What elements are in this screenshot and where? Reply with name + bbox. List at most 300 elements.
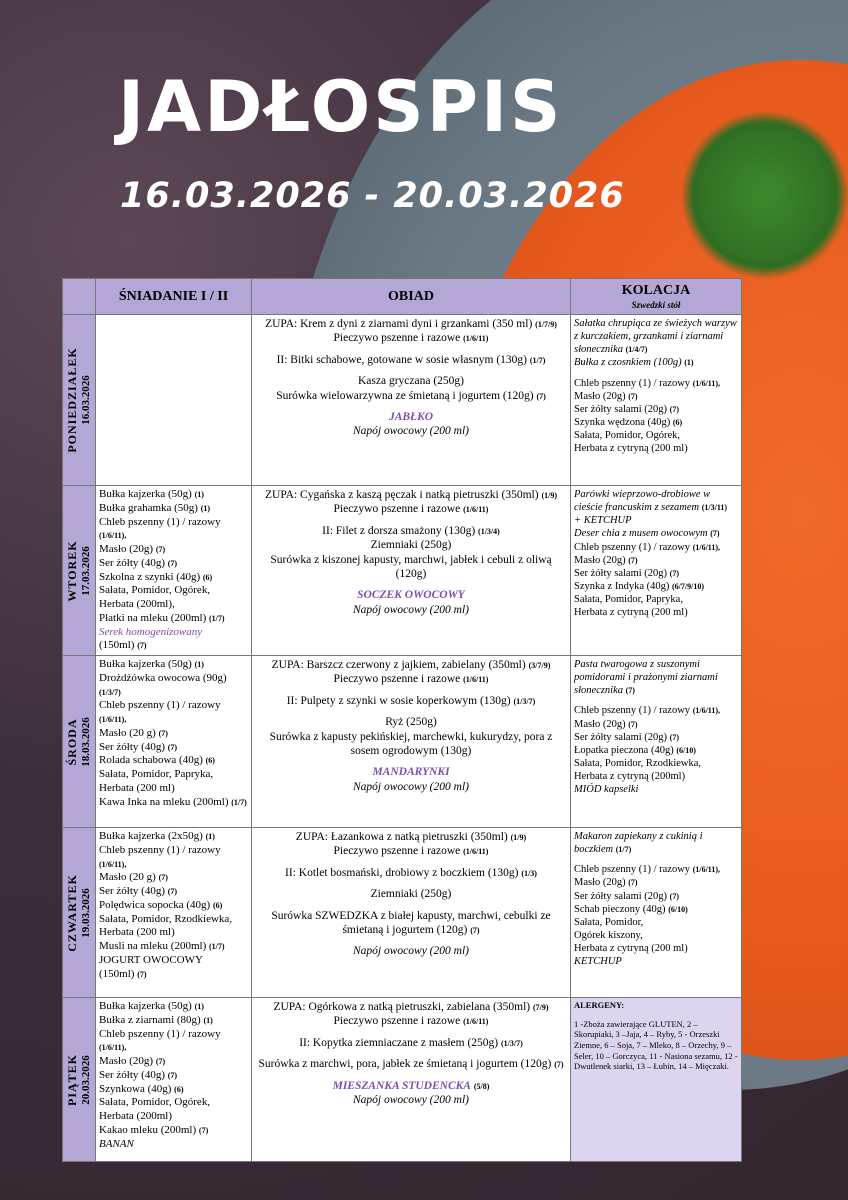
- allergen-code: (7): [628, 391, 638, 401]
- header-lunch: OBIAD: [252, 279, 571, 315]
- allergen-code: (3/7/9): [528, 661, 551, 670]
- menu-item: [574, 704, 738, 717]
- menu-item-text: Bułka grahamka (50g): [99, 501, 198, 514]
- day-row: [63, 486, 742, 656]
- menu-item-text: Szkolna z szynki (40g): [99, 570, 201, 583]
- menu-item: [255, 410, 567, 424]
- menu-item-text: Masło (20g): [99, 543, 154, 555]
- menu-item-text: Masło (20g): [574, 718, 626, 730]
- allergen-code: (1/7): [231, 797, 247, 807]
- menu-item-text: Bułka z czosnkiem (100g): [574, 357, 682, 369]
- day-name: WTOREK: [64, 539, 79, 602]
- menu-item-text: SOCZEK OWOCOWY: [357, 589, 465, 602]
- breakfast-cell: [96, 656, 252, 828]
- allergens-title: ALERGENY:: [574, 1000, 625, 1010]
- day-date: 20.03.2026: [79, 1054, 92, 1105]
- menu-item-text: Pieczywo pszenne i razowe: [333, 673, 461, 686]
- day-label-cell: [63, 998, 96, 1162]
- menu-item: [99, 584, 248, 598]
- menu-item: [574, 390, 738, 403]
- allergen-code: (7): [470, 925, 480, 935]
- allergen-code: (7): [167, 558, 178, 568]
- day-date: 16.03.2026: [79, 375, 92, 425]
- menu-item: [99, 913, 248, 927]
- lunch-cell: [252, 486, 571, 656]
- menu-item-text: Sałata, Pomidor, Ogórek,: [574, 430, 681, 441]
- menu-item-text: Sałata, Pomidor,: [574, 916, 644, 928]
- menu-item: [255, 780, 567, 794]
- menu-item-text: II: Kotlet bosmański, drobiowy z boczkiem (130g): [285, 866, 519, 879]
- menu-item-text: MANDARYNKI: [372, 766, 450, 779]
- allergen-code: (1): [194, 660, 204, 669]
- lunch-cell: [252, 315, 571, 486]
- menu-item-text: Surówka z marchwi, pora, jabłek ze śmietaną i jogurtem (120g): [258, 1058, 552, 1071]
- allergen-code: (1/7): [208, 613, 225, 623]
- menu-item-text: Kawa Inka na mleku (200ml): [99, 795, 229, 808]
- menu-item-text: (150ml): [99, 639, 135, 652]
- menu-item: [99, 926, 248, 940]
- menu-item: [255, 317, 567, 331]
- menu-item-text: II: Pulpety z szynki w sosie koperkowym (130g): [286, 694, 511, 707]
- menu-item-text: Ser żółty (40g): [99, 740, 165, 753]
- header-row: [63, 279, 742, 315]
- menu-item-text: Herbata z cytryną (200 ml): [574, 607, 688, 619]
- menu-item-text: Chleb pszenny (1) / razowy: [99, 1027, 221, 1040]
- menu-item-text: Serek homogenizowany: [99, 625, 203, 638]
- menu-item-text: Parówki wieprzowo-drobiowe w cieście francuskim z sezamem: [574, 489, 711, 514]
- menu-item-text: Napój owocowy (200 ml): [353, 945, 469, 958]
- dinner-cell: [571, 828, 742, 998]
- menu-item: [99, 1138, 248, 1152]
- menu-item: [574, 783, 738, 796]
- breakfast-cell: [96, 315, 252, 486]
- menu-item: [574, 876, 738, 889]
- menu-item-text: Ser żółty (40g): [99, 885, 165, 897]
- allergen-code: (1/6/11),: [692, 865, 721, 875]
- header-dinner-sub: Szwedzki stół: [631, 299, 681, 310]
- menu-item-text: Szynka wędzona (40g): [574, 416, 671, 428]
- menu-item-text: Musli na mleku (200ml): [99, 940, 207, 952]
- menu-item: [99, 516, 248, 544]
- allergen-code: (1/6/11),: [692, 542, 721, 552]
- day-row: [63, 998, 742, 1162]
- header-breakfast: ŚNIADANIE I / II: [96, 279, 252, 315]
- menu-item-text: Chleb pszenny (1) / razowy: [574, 541, 691, 553]
- menu-item-text: Bułka kajzerka (50g): [99, 488, 192, 500]
- menu-item: [574, 567, 738, 580]
- menu-item-text: Rolada schabowa (40g): [99, 754, 203, 767]
- menu-item-text: Masło (20 g): [99, 871, 156, 884]
- menu-item: [99, 727, 248, 741]
- allergen-code: (7): [167, 887, 178, 896]
- menu-item-text: Schab pieczony (40g): [574, 903, 666, 915]
- allergen-code: (1): [194, 1002, 204, 1011]
- menu-item-text: Pieczywo pszenne i razowe: [333, 503, 461, 516]
- menu-item: [99, 639, 248, 653]
- menu-item-text: Płatki na mleku (200ml): [99, 611, 207, 624]
- menu-item-text: Herbata z cytryną (200 ml): [574, 943, 688, 954]
- menu-item: [255, 672, 567, 686]
- menu-item: [255, 331, 567, 345]
- allergen-code: (6): [174, 1084, 184, 1094]
- menu-item-text: Chleb pszenny (1) / razowy: [99, 515, 221, 528]
- menu-item: [574, 863, 738, 876]
- menu-item-text: ZUPA: Ogórkowa z natką pietruszki, zabielana (350ml): [273, 1001, 531, 1013]
- menu-item-text: Drożdżówka owocowa (90g): [99, 671, 227, 684]
- menu-item-text: Ryż (250g): [385, 716, 437, 729]
- menu-item-text: JOGURT OWOCOWY: [99, 953, 203, 966]
- menu-item: [574, 770, 738, 783]
- menu-item-text: Sałatka chrupiąca ze świeżych warzyw z kurczakiem, grzankami i ziarnami słonecznika: [574, 318, 737, 356]
- menu-item: [255, 658, 567, 672]
- allergen-code: (1/6/11),: [692, 378, 721, 388]
- menu-item-text: ZUPA: Krem z dyni z ziarnami dyni i grzankami (350 ml): [265, 318, 533, 330]
- menu-item: [99, 672, 248, 700]
- lunch-cell: [252, 656, 571, 828]
- allergen-code: (7): [155, 545, 166, 554]
- menu-item-text: II: Kopytka ziemniaczane z masłem (250g): [299, 1036, 499, 1049]
- menu-item: [255, 524, 567, 538]
- allergen-code: (1): [684, 358, 694, 368]
- menu-item-text: Makaron zapiekany z cukinią i boczkiem: [574, 831, 703, 856]
- menu-item: [99, 844, 248, 872]
- breakfast-cell: [96, 486, 252, 656]
- menu-item: [99, 1110, 248, 1124]
- menu-item-text: Ziemniaki (250g): [370, 888, 452, 901]
- menu-item-text: Masło (20g): [574, 877, 626, 889]
- menu-item: [99, 1069, 248, 1083]
- menu-item-text: Bułka kajzerka (2x50g): [99, 830, 203, 842]
- day-row: [63, 656, 742, 828]
- menu-item: [255, 694, 567, 708]
- menu-item-text: ZUPA: Cygańska z kaszą pęczak i natką pietruszki (350ml): [264, 489, 539, 501]
- day-label-cell: [63, 315, 96, 486]
- menu-table: [62, 278, 742, 1162]
- menu-item: [99, 626, 248, 640]
- menu-item-text: MIESZANKA STUDENCKA: [332, 1079, 471, 1092]
- menu-item: [574, 580, 738, 593]
- allergen-code: (7/9): [532, 1003, 549, 1012]
- menu-item-text: Bułka kajzerka (50g): [99, 658, 192, 670]
- date-range: 16.03.2026 - 20.03.2026: [120, 176, 625, 216]
- menu-item-text: Pieczywo pszenne i razowe: [333, 845, 461, 858]
- menu-item: [255, 1079, 567, 1093]
- menu-item: [574, 541, 738, 554]
- allergen-code: (7): [137, 969, 147, 979]
- header-dinner-label: KOLACJA: [621, 283, 691, 299]
- menu-item-text: Ziemniaki (250g): [370, 539, 452, 552]
- allergen-code: (1/7): [529, 355, 546, 365]
- allergen-code: (7): [158, 873, 168, 883]
- menu-item-text: Ser żółty salami (20g): [574, 890, 668, 902]
- menu-item: [255, 844, 567, 858]
- allergen-code: (1): [200, 503, 211, 513]
- menu-item: [255, 389, 567, 403]
- menu-item: [255, 715, 567, 729]
- allergen-code: (1/4/7): [625, 345, 648, 355]
- menu-item-text: Chleb pszenny (1) / razowy: [574, 864, 691, 876]
- allergen-code: (1/7/9): [535, 320, 557, 329]
- allergen-code: (7): [669, 732, 679, 742]
- menu-item-text: Sałata, Pomidor, Papryka,: [574, 594, 683, 605]
- menu-item: [255, 553, 567, 582]
- day-name: PIĄTEK: [64, 1053, 79, 1106]
- day-date: 18.03.2026: [79, 716, 92, 767]
- menu-item: [574, 903, 738, 916]
- menu-item-text: II: Bitki schabowe, gotowane w sosie własnym (130g): [276, 353, 527, 366]
- herb-garnish-image: [680, 110, 848, 280]
- menu-item: [99, 871, 248, 885]
- menu-item-text: Sałata, Pomidor, Ogórek,: [99, 1096, 211, 1109]
- menu-item: [255, 353, 567, 367]
- menu-item-text: Herbata (200 ml): [99, 781, 175, 794]
- menu-item: [99, 768, 248, 782]
- menu-item: [99, 940, 248, 954]
- allergen-code: (7): [628, 555, 638, 565]
- menu-item: [574, 658, 738, 697]
- page-title: JADŁOSPIS: [118, 66, 564, 148]
- menu-item-text: Herbata z cytryną (200ml): [574, 771, 686, 782]
- allergen-code: (1/9): [510, 833, 527, 842]
- menu-item-text: Chleb pszenny (1) / razowy: [574, 377, 691, 389]
- menu-item-text: Pasta twarogowa z suszonymi pomidorami i prażonymi ziarnami słonecznika: [574, 659, 718, 697]
- menu-item-text: Chleb pszenny (1) / razowy: [99, 843, 221, 856]
- menu-item: [255, 538, 567, 552]
- lunch-cell: [252, 998, 571, 1162]
- menu-item: [574, 554, 738, 567]
- menu-item-text: Ogórek kiszony,: [574, 929, 643, 941]
- menu-item: [574, 718, 738, 731]
- menu-item: [255, 887, 567, 901]
- menu-item-text: Napój owocowy (200 ml): [353, 425, 469, 438]
- menu-item: [574, 403, 738, 416]
- day-name: CZWARTEK: [64, 873, 79, 952]
- menu-item-text: Surówka z kapusty pekińskiej, marchewki, kukurydzy, pora z sosem ogrodowym (130g): [269, 730, 553, 757]
- menu-item-text: Herbata (200ml): [99, 1110, 172, 1122]
- allergen-code: (1): [205, 832, 215, 841]
- menu-item: [99, 899, 248, 913]
- day-row: [63, 828, 742, 998]
- menu-item: [255, 1057, 567, 1071]
- menu-item: [255, 424, 567, 438]
- menu-item-text: Pieczywo pszenne i razowe: [333, 1015, 461, 1028]
- menu-item: [99, 885, 248, 899]
- menu-item-text: Szynka z Indyka (40g): [574, 580, 670, 592]
- allergen-code: (7): [669, 568, 679, 578]
- allergen-code: (1/6/11): [463, 847, 489, 857]
- allergen-code: (1/6/11),: [692, 706, 721, 716]
- menu-item: [255, 488, 567, 502]
- menu-item-text: Łopatka pieczona (40g): [574, 744, 674, 756]
- allergen-code: (7): [669, 891, 679, 901]
- menu-item-text: Kasza gryczana (250g): [358, 375, 464, 388]
- menu-item: [255, 502, 567, 516]
- allergen-code: (1/3/7): [99, 687, 121, 697]
- header-dinner: [571, 279, 742, 315]
- menu-item: [574, 593, 738, 606]
- allergen-code: (1/3/7): [513, 696, 536, 706]
- allergen-code: (6/10): [668, 904, 688, 914]
- menu-item: [574, 744, 738, 757]
- menu-item: [574, 442, 738, 455]
- allergen-code: (1/6/11),: [99, 1043, 127, 1053]
- allergen-code: (1/7): [615, 845, 632, 855]
- allergen-code: (7): [155, 1057, 166, 1066]
- menu-item: [255, 603, 567, 617]
- menu-item: [99, 1028, 248, 1056]
- allergen-code: (6/7/9/10): [671, 581, 704, 591]
- menu-item: [99, 488, 248, 502]
- menu-item-text: + KETCHUP: [574, 515, 632, 527]
- menu-item: [99, 754, 248, 768]
- menu-item: [255, 730, 567, 759]
- allergen-code: (6): [212, 900, 223, 910]
- allergen-code: (1/3/7): [501, 1038, 523, 1048]
- menu-item-text: Napój owocowy (200 ml): [353, 1093, 469, 1106]
- menu-item: [255, 588, 567, 602]
- menu-item: [99, 1083, 248, 1097]
- menu-item-text: Ser żółty (40g): [99, 1068, 165, 1081]
- menu-item-text: Sałata, Pomidor, Papryka,: [99, 768, 214, 780]
- allergen-code: (1/6/11): [463, 505, 489, 515]
- menu-item-text: Ser żółty salami (20g): [574, 731, 668, 743]
- dinner-cell: [571, 486, 742, 656]
- menu-item-text: Sałata, Pomidor, Rzodkiewka,: [99, 912, 233, 925]
- menu-item: [99, 612, 248, 626]
- allergens-text: 1 -Zboża zawierające GLUTEN, 2 – Skorupiaki, 3 –Jaja, 4 – Ryby, 5 - Orzeszki Ziemne, 6 – Soja, 7 – Mleko, 8 – Orzechy, 9 – Seler, 10 – Gorczyca, 11 - Nasiona sezamu, 12 - Dwutlenek siarki, 13 – Łubin, 14 – Mięczaki.: [574, 1018, 738, 1072]
- menu-item-text: Ser żółty salami (20g): [574, 567, 668, 579]
- menu-item-text: JABŁKO: [388, 410, 434, 423]
- menu-item: [99, 571, 248, 585]
- menu-item: [255, 1000, 567, 1014]
- menu-item: [99, 699, 248, 727]
- dinner-cell: [571, 656, 742, 828]
- allergen-code: (1/3): [521, 868, 537, 878]
- day-date: 17.03.2026: [79, 545, 92, 596]
- menu-item: [574, 527, 738, 540]
- menu-item: [99, 782, 248, 796]
- menu-item-text: (150ml): [99, 967, 135, 980]
- menu-item: [99, 796, 248, 810]
- menu-item-text: Kakao mleku (200ml): [99, 1123, 197, 1136]
- allergen-code: (7): [167, 1070, 178, 1080]
- menu-item: [574, 942, 738, 955]
- menu-item: [99, 502, 248, 516]
- allergen-code: (7): [198, 1125, 209, 1135]
- menu-item-text: Ser żółty (40g): [99, 556, 165, 569]
- menu-item: [255, 830, 567, 844]
- allergen-code: (7): [158, 728, 168, 738]
- menu-item: [99, 741, 248, 755]
- menu-item-text: ZUPA: Łazankowa z natką pietruszki (350ml): [295, 831, 508, 843]
- menu-item: [255, 1036, 567, 1050]
- corner-cell: [63, 279, 96, 315]
- menu-item: [255, 1014, 567, 1028]
- menu-item-text: Sałata, Pomidor, Ogórek,: [99, 584, 211, 597]
- day-name: ŚRODA: [64, 718, 79, 766]
- allergen-code: (6): [672, 417, 683, 427]
- menu-item: [574, 514, 738, 527]
- menu-item-text: Surówka SZWEDZKA z białej kapusty, marchwi, cebulki ze śmietaną i jogurtem (120g): [271, 909, 551, 936]
- menu-item: [574, 429, 738, 442]
- menu-item: [574, 606, 738, 619]
- day-row: [63, 315, 742, 486]
- menu-item-text: Herbata z cytryną (200 ml): [574, 443, 688, 455]
- menu-item: [574, 916, 738, 929]
- menu-item-text: BANAN: [99, 1137, 134, 1150]
- menu-item-text: Napój owocowy (200 ml): [353, 603, 469, 616]
- dinner-cell: [571, 315, 742, 486]
- menu-item-text: Sałata, Pomidor, Rzodkiewka,: [574, 757, 702, 769]
- menu-item-text: Chleb pszenny (1) / razowy: [99, 699, 221, 712]
- menu-item: [255, 765, 567, 779]
- menu-item-text: Szynkowa (40g): [99, 1082, 172, 1095]
- allergen-code: (1/6/11),: [99, 531, 127, 541]
- menu-item-text: Ser żółty salami (20g): [574, 403, 668, 415]
- menu-item: [99, 543, 248, 557]
- menu-item: [99, 1055, 248, 1069]
- menu-item: [255, 866, 567, 880]
- menu-item-text: Surówka z kiszonej kapusty, marchwi, jabłek i cebuli z oliwą (120g): [270, 553, 552, 580]
- allergen-code: (7): [628, 719, 638, 729]
- menu-item: [574, 929, 738, 942]
- allergen-code: (1/6/11),: [99, 715, 127, 724]
- day-name: PONIEDZIAŁEK: [64, 347, 79, 453]
- allergen-code: (1): [203, 1015, 213, 1025]
- allergens-cell: [571, 998, 742, 1162]
- menu-item: [574, 757, 738, 770]
- menu-item-text: II: Filet z dorsza smażony (130g): [322, 524, 476, 537]
- allergen-code: (7): [669, 404, 679, 414]
- menu-item: [574, 955, 738, 968]
- allergen-code: (7): [628, 878, 638, 888]
- allergen-code: (6): [205, 756, 215, 766]
- menu-item: [255, 374, 567, 388]
- allergen-code: (7): [137, 641, 147, 651]
- day-label-cell: [63, 486, 96, 656]
- menu-item: [99, 1014, 248, 1028]
- menu-item: [574, 890, 738, 903]
- menu-item: [99, 1096, 248, 1110]
- lunch-cell: [252, 828, 571, 998]
- day-date: 19.03.2026: [79, 887, 92, 938]
- menu-item-text: ZUPA: Barszcz czerwony z jajkiem, zabielany (350ml): [271, 659, 526, 671]
- allergen-code: (1/7): [209, 942, 225, 951]
- allergen-code: (1/6/11): [463, 675, 489, 685]
- allergen-code: (1/6/11): [463, 334, 489, 344]
- menu-item-text: Surówka wielowarzywna ze śmietaną i jogurtem (120g): [276, 389, 534, 402]
- menu-item-text: Masło (20g): [574, 554, 626, 566]
- menu-item-text: Bułka z ziarnami (80g): [99, 1013, 201, 1026]
- allergen-code: (7): [167, 742, 178, 752]
- menu-item-text: Herbata (200 ml): [99, 926, 175, 939]
- allergen-code: (1): [194, 490, 204, 499]
- allergen-code: (5/8): [473, 1081, 490, 1091]
- menu-item: [99, 1000, 248, 1014]
- menu-item-text: Masło (20g): [99, 1055, 154, 1067]
- allergen-code: (7): [554, 1060, 564, 1070]
- allergen-code: (1/3/11): [701, 503, 728, 513]
- menu-item: [99, 968, 248, 982]
- menu-item-text: Masło (20g): [574, 390, 626, 402]
- allergen-code: (7): [625, 686, 635, 696]
- menu-item-text: Napój owocowy (200 ml): [353, 780, 469, 793]
- breakfast-cell: [96, 828, 252, 998]
- allergen-code: (7): [710, 529, 720, 539]
- allergen-code: (1/9): [541, 491, 558, 500]
- menu-item: [99, 598, 248, 612]
- menu-item: [574, 830, 738, 856]
